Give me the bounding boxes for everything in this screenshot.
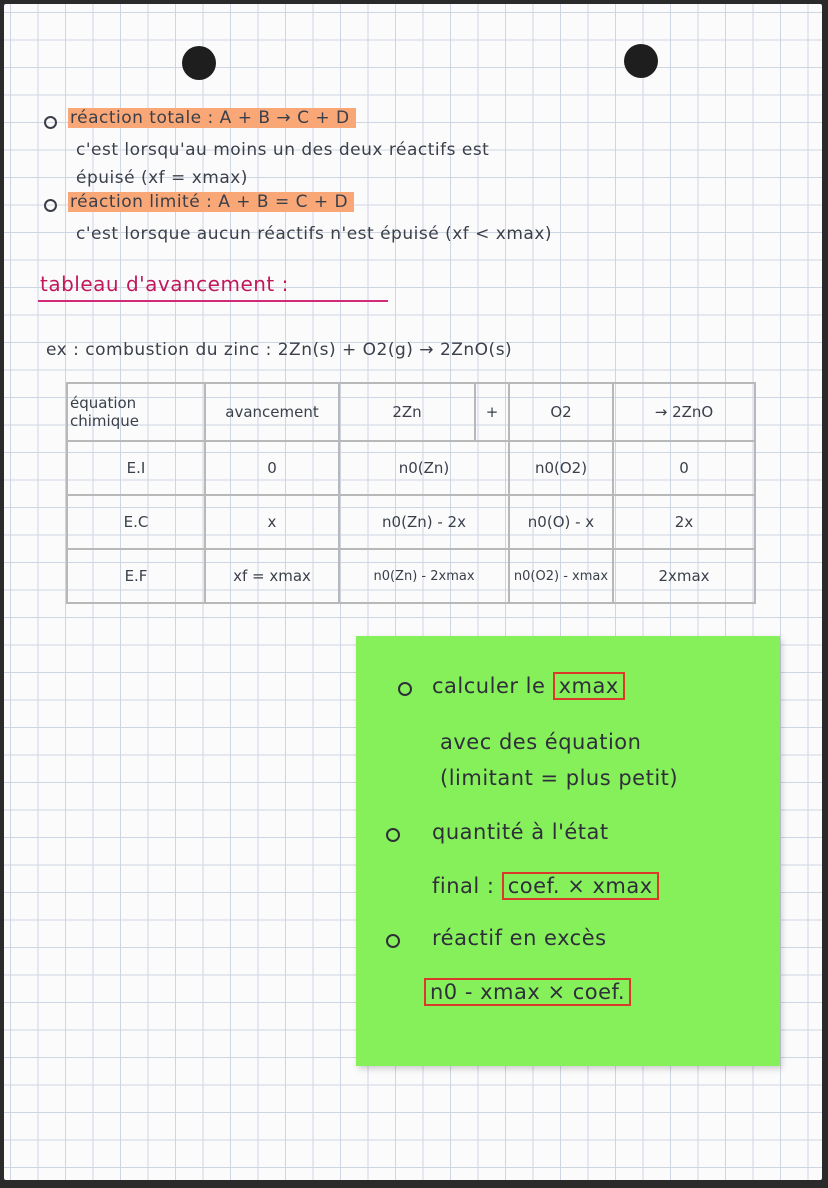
table-header-row [67, 383, 755, 441]
table-cell: n0(Zn) - 2x [339, 495, 509, 549]
sticky-text: calculer le [432, 674, 546, 698]
xmax-box: xmax [553, 672, 625, 700]
sticky-line-2: avec des équation [440, 730, 642, 754]
binder-hole-right [624, 44, 658, 78]
table-cell: n0(O2) [509, 441, 613, 495]
table-cell: E.I [67, 441, 205, 495]
section-heading: tableau d'avancement : [40, 272, 289, 296]
bullet-icon [386, 934, 400, 948]
table-cell: n0(O) - x [509, 495, 613, 549]
table-cell: 0 [613, 441, 755, 495]
sticky-line-6: réactif en excès [432, 926, 607, 950]
notebook-page [4, 4, 822, 1180]
excess-reagent-box: n0 - xmax × coef. [424, 978, 631, 1006]
header-cell: + [475, 383, 509, 441]
table-row [67, 495, 755, 549]
example-line: ex : combustion du zinc : 2Zn(s) + O2(g) → 2ZnO(s) [46, 340, 513, 360]
table-cell: x [205, 495, 339, 549]
final-quantity-box: coef. × xmax [502, 872, 659, 900]
table-cell: E.F [67, 549, 205, 603]
table-cell: E.C [67, 495, 205, 549]
table-row [67, 549, 755, 603]
header-cell: → 2ZnO [613, 383, 755, 441]
sticky-text: final : [432, 874, 495, 898]
bullet-icon [386, 828, 400, 842]
table-cell: 2x [613, 495, 755, 549]
table-cell: n0(Zn) - 2xmax [339, 549, 509, 603]
table-cell: n0(O2) - xmax [509, 549, 613, 603]
table-cell: n0(Zn) [339, 441, 509, 495]
note-line-limit [68, 192, 354, 212]
table-cell: 2xmax [613, 549, 755, 603]
note-line-total [68, 108, 356, 128]
header-cell: 2Zn [339, 383, 475, 441]
note-total-title: réaction totale : A + B → C + D [68, 108, 356, 128]
binder-hole-left [182, 46, 216, 80]
sticky-line-1 [432, 674, 625, 698]
sticky-line-5 [432, 874, 659, 898]
sticky-line-7 [424, 980, 631, 1004]
advancement-table [66, 382, 756, 604]
header-cell: avancement [205, 383, 339, 441]
bullet-icon [44, 116, 57, 129]
note-limit-title: réaction limité : A + B = C + D [68, 192, 354, 212]
bullet-icon [44, 199, 57, 212]
bullet-icon [398, 682, 412, 696]
header-cell: O2 [509, 383, 613, 441]
table-cell: 0 [205, 441, 339, 495]
table-cell: xf = xmax [205, 549, 339, 603]
sticky-line-4: quantité à l'état [432, 820, 609, 844]
note-line-2: c'est lorsqu'au moins un des deux réactifs est [76, 140, 490, 160]
table-row [67, 441, 755, 495]
note-line-3: épuisé (xf = xmax) [76, 168, 248, 188]
note-line-5: c'est lorsque aucun réactifs n'est épuisé (xf < xmax) [76, 224, 553, 244]
sticky-line-3: (limitant = plus petit) [440, 766, 679, 790]
heading-underline [38, 300, 388, 302]
header-cell: équation chimique [67, 383, 205, 441]
sticky-note [356, 636, 780, 1066]
